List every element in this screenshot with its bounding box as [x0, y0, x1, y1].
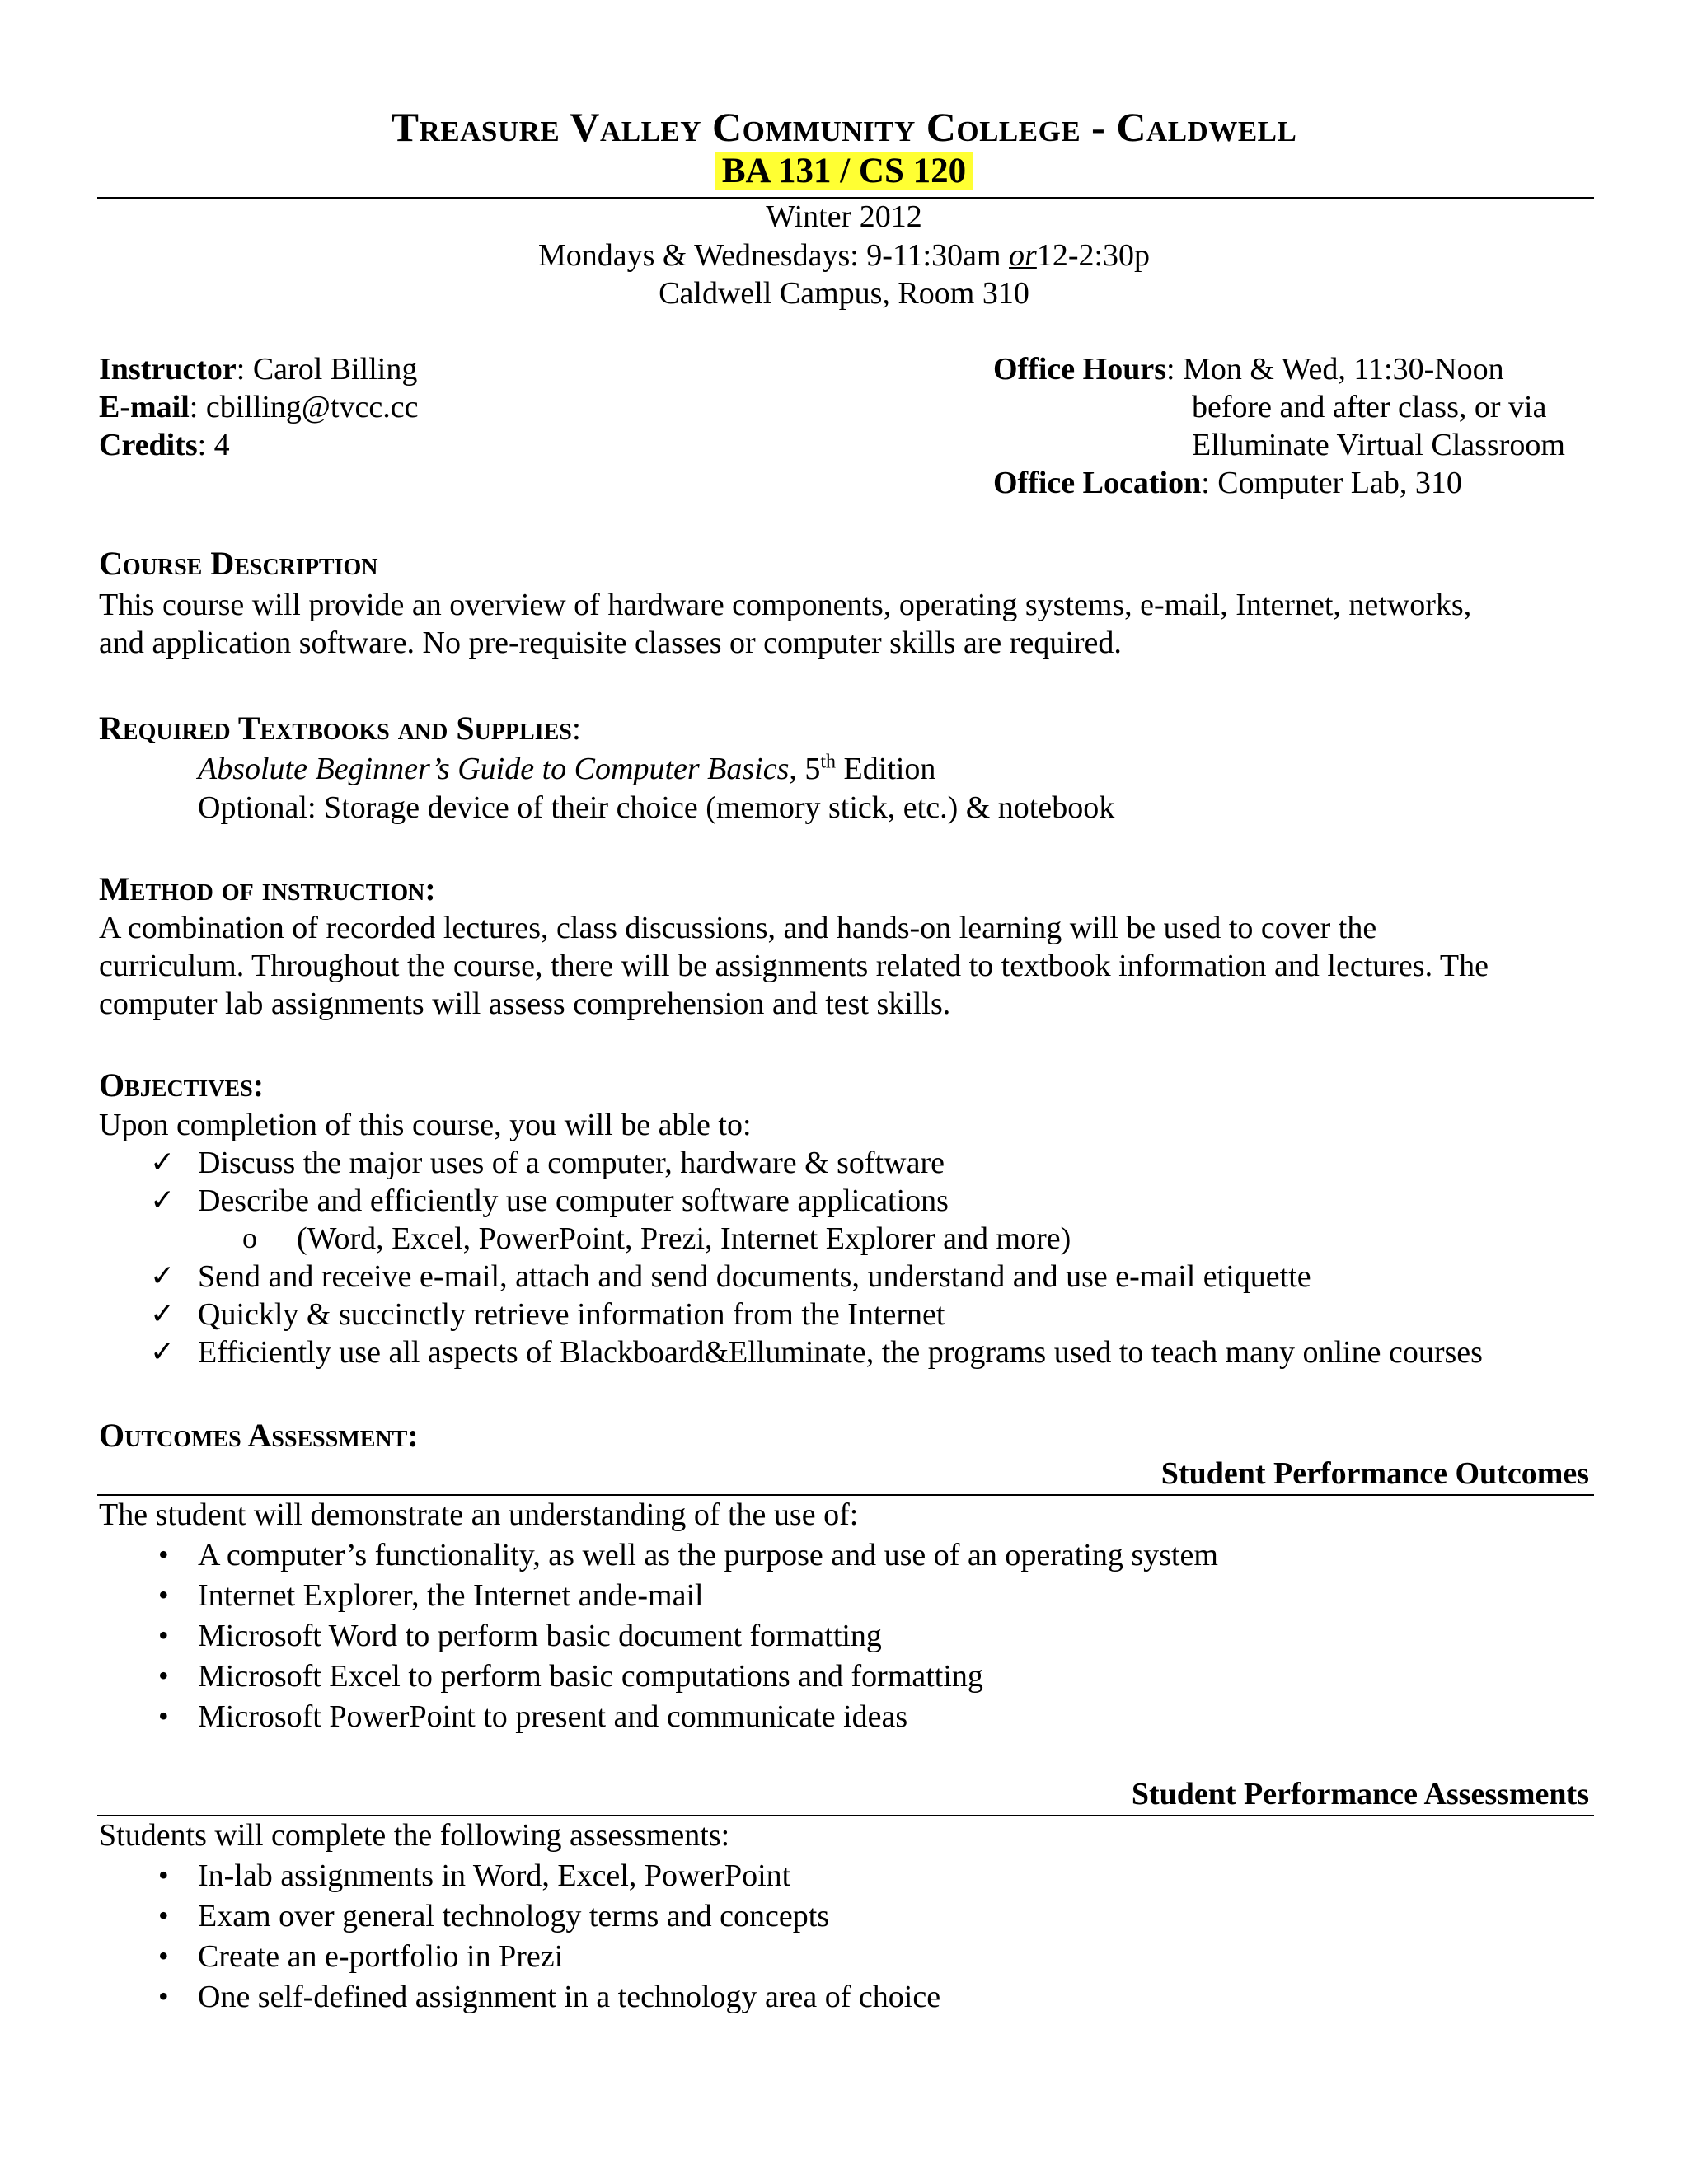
assessment-item: One self-defined assignment in a technology area of choice [198, 1980, 941, 2014]
textbooks-heading-colon: : [571, 710, 581, 747]
textbooks-heading-text: Required Textbooks and Supplies [99, 710, 572, 747]
objective-item: Describe and efficiently use computer software applications [198, 1183, 949, 1218]
objective-item: Discuss the major uses of a computer, hardware & software [198, 1146, 945, 1180]
method-line1: A combination of recorded lectures, class discussions, and hands-on learning will be used to cover the [99, 911, 1377, 945]
email-label: E-mail [99, 390, 190, 424]
bullet-icon: • [158, 1899, 169, 1932]
email-line [99, 388, 418, 426]
office-location-value: : Computer Lab, 310 [1201, 466, 1462, 500]
course-code-line [0, 151, 1688, 191]
term: Winter 2012 [766, 199, 922, 234]
assessment-item: Create an e-portfolio in Prezi [198, 1939, 564, 1974]
bullet-icon: • [158, 1939, 169, 1972]
schedule-or: or [1009, 238, 1037, 273]
book-edition-prefix: , 5 [789, 752, 821, 786]
objectives-heading: Objectives: [99, 1066, 265, 1104]
course-description-heading: Course Description [99, 545, 378, 582]
book-title: Absolute Beginner’s Guide to Computer Basics [198, 752, 790, 786]
office-hours-line3: Elluminate Virtual Classroom [1192, 428, 1565, 462]
college-title: Treasure Valley Community College - Caldwell [391, 104, 1297, 150]
circle-bullet-icon: o [242, 1221, 257, 1254]
office-hours-value: : Mon & Wed, 11:30-Noon [1166, 352, 1504, 387]
objective-item: Efficiently use all aspects of Blackboard&Elluminate, the programs used to teach many online courses [198, 1335, 1483, 1370]
instructor-label: Instructor [99, 352, 237, 387]
performance-assessments-title: Student Performance Assessments [1131, 1777, 1589, 1811]
outcomes-intro: The student will demonstrate an understanding of the use of: [99, 1497, 859, 1532]
location: Caldwell Campus, Room 310 [659, 276, 1029, 311]
method-heading: Method of instruction: [99, 870, 436, 907]
book-edition-suffix: Edition [836, 752, 936, 786]
check-mark-icon: ✓ [150, 1297, 176, 1330]
credits-line [99, 426, 230, 464]
objective-sub-item: (Word, Excel, PowerPoint, Prezi, Internet Explorer and more) [297, 1221, 1071, 1256]
check-mark-icon: ✓ [150, 1259, 176, 1292]
course-code: BA 131 / CS 120 [715, 152, 973, 190]
bullet-icon: • [158, 1659, 169, 1692]
performance-outcomes-title: Student Performance Outcomes [1160, 1456, 1589, 1491]
bullet-icon: • [158, 1699, 169, 1732]
office-hours-label: Office Hours [993, 352, 1167, 387]
credits-value: : 4 [197, 428, 230, 462]
office-hours-line [993, 350, 1504, 388]
office-hours-line2: before and after class, or via [1192, 390, 1547, 424]
objectives-intro: Upon completion of this course, you will be able to: [99, 1108, 752, 1142]
method-line3: computer lab assignments will assess comprehension and test skills. [99, 987, 951, 1021]
schedule [0, 237, 1688, 274]
schedule-prefix: Mondays & Wednesdays: 9-11:30am [537, 238, 1010, 273]
bullet-icon: • [158, 1578, 169, 1611]
course-description-line1: This course will provide an overview of hardware components, operating systems, e-mail, Internet, networks, [99, 588, 1472, 622]
textbook-entry [198, 750, 935, 788]
outcome-item: Microsoft PowerPoint to present and communicate ideas [198, 1699, 908, 1734]
instructor-line [99, 350, 417, 388]
instructor-value: : Carol Billing [236, 352, 418, 387]
outcome-item: Microsoft Word to perform basic document formatting [198, 1619, 882, 1653]
objective-item: Quickly & succinctly retrieve information from the Internet [198, 1297, 945, 1332]
schedule-suffix: 12-2:30p [1036, 238, 1151, 273]
check-mark-icon: ✓ [150, 1146, 176, 1179]
outcome-item: A computer’s functionality, as well as the purpose and use of an operating system [198, 1538, 1218, 1572]
objective-item: Send and receive e-mail, attach and send documents, understand and use e-mail etiquette [198, 1259, 1311, 1294]
check-mark-icon: ✓ [150, 1335, 176, 1368]
outcome-item: Internet Explorer, the Internet ande-mail [198, 1578, 704, 1613]
credits-label: Credits [99, 428, 198, 462]
book-edition-sup: th [820, 751, 837, 773]
office-location-label: Office Location [993, 466, 1202, 500]
bullet-icon: • [158, 1619, 169, 1652]
assessment-item: In-lab assignments in Word, Excel, PowerPoint [198, 1858, 791, 1893]
bullet-icon: • [158, 1538, 169, 1571]
optional-supplies: Optional: Storage device of their choice (memory stick, etc.) & notebook [198, 790, 1115, 825]
check-mark-icon: ✓ [150, 1183, 176, 1216]
assessments-intro: Students will complete the following assessments: [99, 1818, 730, 1853]
assessment-item: Exam over general technology terms and concepts [198, 1899, 830, 1933]
course-description-line2: and application software. No pre-requisite classes or computer skills are required. [99, 626, 1122, 660]
bullet-icon: • [158, 1980, 169, 2013]
textbooks-heading [99, 709, 581, 748]
outcomes-heading: Outcomes Assessment: [99, 1417, 419, 1454]
email-value: : cbilling@tvcc.cc [189, 390, 419, 424]
method-line2: curriculum. Throughout the course, there will be assignments related to textbook information and lectures. The [99, 949, 1489, 983]
outcome-item: Microsoft Excel to perform basic computations and formatting [198, 1659, 983, 1694]
bullet-icon: • [158, 1858, 169, 1891]
office-location-line [993, 464, 1462, 502]
